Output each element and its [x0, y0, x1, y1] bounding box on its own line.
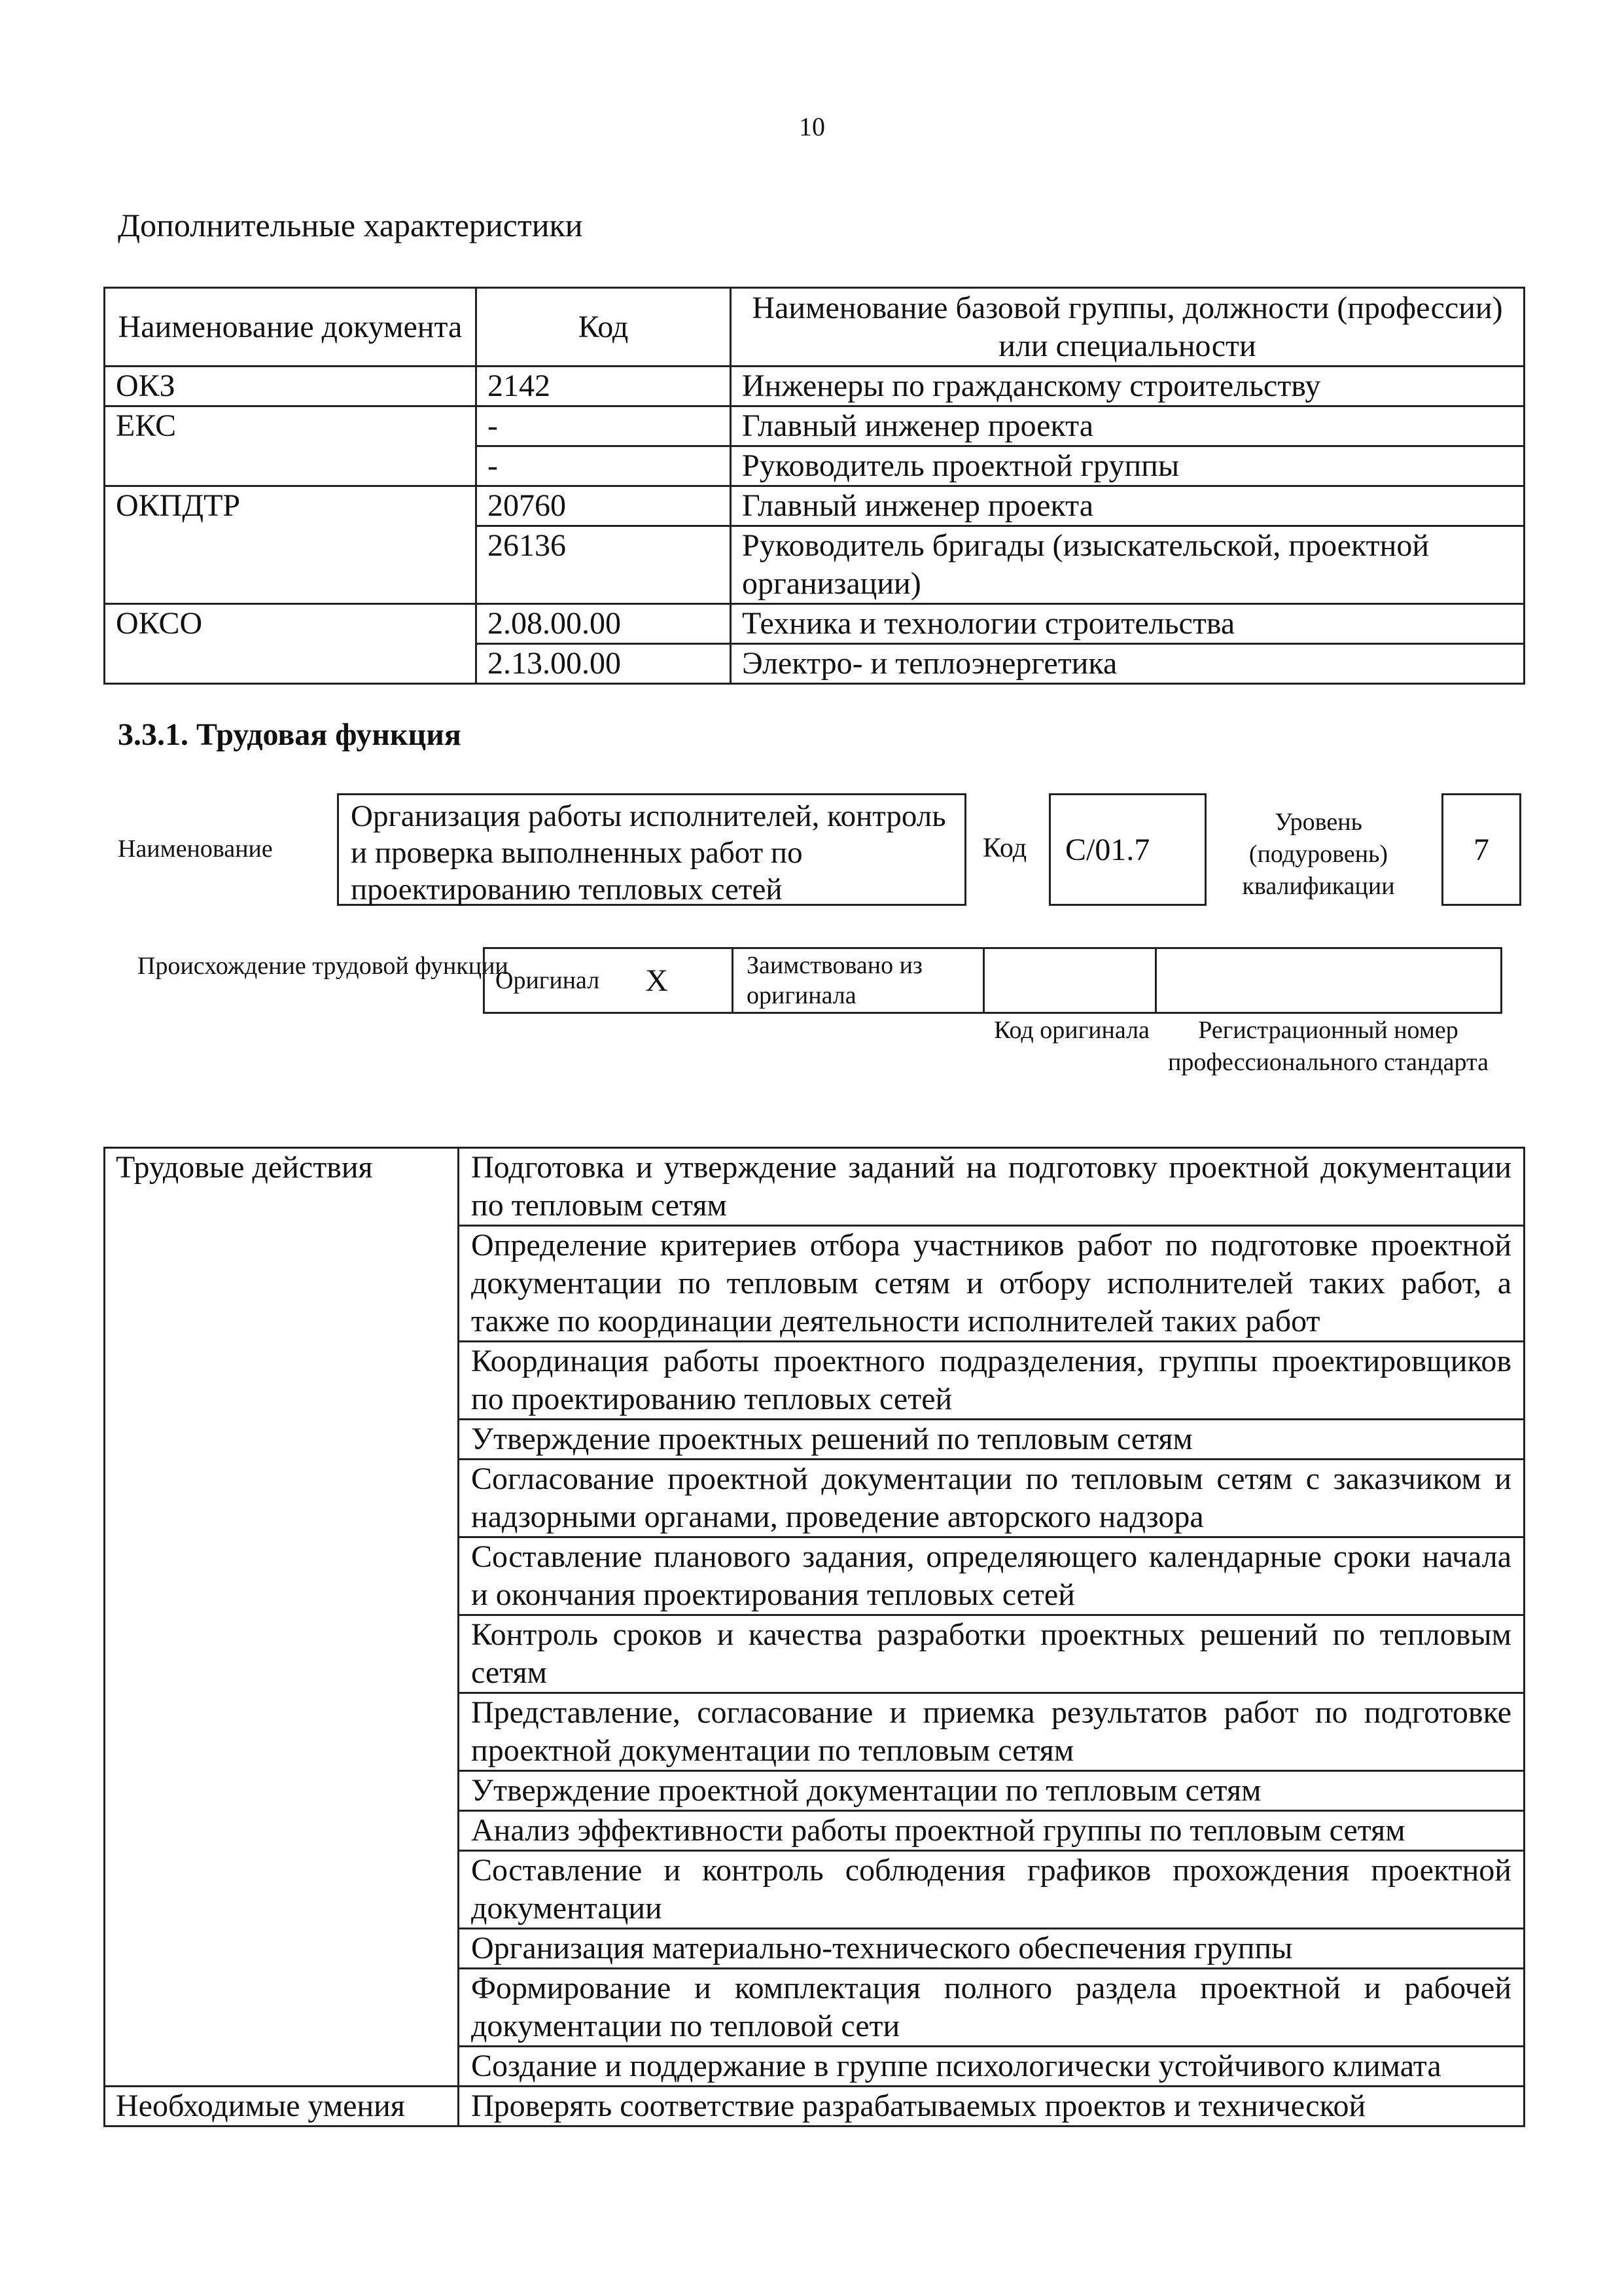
- doc-cell: [105, 526, 476, 604]
- function-name-value: Организация работы исполнителей, контроль и проверка выполненных работ по проектированию тепловых сетей: [337, 793, 966, 906]
- code-cell: -: [476, 446, 731, 486]
- table-row: [105, 486, 1525, 526]
- characteristics-table: [103, 287, 1525, 685]
- doc-cell: ОКСО: [105, 604, 476, 644]
- labor-action-item: Контроль сроков и качества разработки проектных решений по тепловым сетям: [459, 1615, 1525, 1693]
- code-cell: 2.08.00.00: [476, 604, 731, 644]
- labor-action-item: Формирование и комплектация полного раздела проектной и рабочей документации по тепловой сети: [459, 1969, 1525, 2047]
- table-row: [105, 604, 1525, 644]
- skill-item: Проверять соответствие разрабатываемых проектов и технической: [459, 2087, 1525, 2126]
- table-row: [105, 367, 1525, 406]
- header-doc-name: Наименование документа: [105, 288, 476, 367]
- table-row: [105, 2087, 1525, 2126]
- labor-action-item: Составление планового задания, определяющего календарные сроки начала и окончания проектирования тепловых сетей: [459, 1537, 1525, 1615]
- doc-cell: [105, 446, 476, 486]
- doc-cell: ОКПДТР: [105, 486, 476, 526]
- table-row: [105, 1148, 1525, 1226]
- labor-action-item: Согласование проектной документации по тепловым сетям с заказчиком и надзорными органами, проведение авторского надзора: [459, 1460, 1525, 1537]
- doc-cell: [105, 644, 476, 684]
- labor-actions-body: [105, 1148, 1525, 2126]
- origin-label: [137, 950, 508, 982]
- origin-original-cell: [484, 948, 733, 1013]
- name-cell: Техника и технологии строительства: [731, 604, 1525, 644]
- labor-action-item: Подготовка и утверждение заданий на подготовку проектной документации по тепловым сетям: [459, 1148, 1525, 1226]
- origin-borrowed-cell: Заимствовано из оригинала: [733, 948, 984, 1013]
- table-header-row: [105, 288, 1525, 367]
- table-row: [105, 526, 1525, 604]
- function-code-label: Код: [983, 833, 1027, 863]
- header-group-name: Наименование базовой группы, должности (профессии) или специальности: [731, 288, 1525, 367]
- origin-row: [484, 948, 1502, 1013]
- section-title: Дополнительные характеристики: [118, 207, 583, 243]
- name-cell: Главный инженер проекта: [731, 486, 1525, 526]
- qualification-level-label: Уровень (подуровень) квалификации: [1242, 808, 1395, 900]
- labor-action-item: Утверждение проектной документации по тепловым сетям: [459, 1771, 1525, 1811]
- code-cell: 26136: [476, 526, 731, 604]
- labor-action-item: Анализ эффективности работы проектной группы по тепловым сетям: [459, 1811, 1525, 1851]
- labor-actions-table: [103, 1147, 1525, 2127]
- origin-original-label: Оригинал: [495, 967, 600, 994]
- name-cell: Руководитель бригады (изыскательской, проектной организации): [731, 526, 1525, 604]
- labor-action-item: Определение критериев отбора участников работ по подготовке проектной документации по тепловым сетям и отбору исполнителей таких работ, а также по координации деятельности исполнителей таких работ: [459, 1226, 1525, 1342]
- qualification-level-value: 7: [1441, 793, 1521, 906]
- doc-cell: ЕКС: [105, 406, 476, 446]
- name-cell: Руководитель проектной группы: [731, 446, 1525, 486]
- page-number: 10: [799, 112, 825, 141]
- code-cell: 20760: [476, 486, 731, 526]
- function-code-value: C/01.7: [1049, 793, 1207, 906]
- skills-label: Необходимые умения: [105, 2087, 459, 2126]
- original-code-cell: [984, 948, 1156, 1013]
- table-row: [105, 644, 1525, 684]
- labor-action-item: Утверждение проектных решений по тепловым сетям: [459, 1420, 1525, 1460]
- labor-action-item: Составление и контроль соблюдения графиков прохождения проектной документации: [459, 1851, 1525, 1929]
- registration-number-caption: Регистрационный номер профессионального стандарта: [1168, 1016, 1489, 1076]
- header-code: Код: [476, 288, 731, 367]
- table-row: [105, 446, 1525, 486]
- function-name-label: Наименование: [118, 835, 273, 863]
- labor-action-item: Организация материально-технического обеспечения группы: [459, 1929, 1525, 1969]
- code-cell: 2142: [476, 367, 731, 406]
- name-cell: Инженеры по гражданскому строительству: [731, 367, 1525, 406]
- name-cell: Главный инженер проекта: [731, 406, 1525, 446]
- code-original-caption: Код оригинала: [994, 1016, 1150, 1044]
- labor-actions-label: Трудовые действия: [105, 1148, 459, 2087]
- origin-label-text: Происхождение трудовой функции: [137, 952, 508, 980]
- labor-action-item: Создание и поддержание в группе психологически устойчивого климата: [459, 2047, 1525, 2087]
- registration-number-cell: [1156, 948, 1502, 1013]
- code-cell: 2.13.00.00: [476, 644, 731, 684]
- table-row: [105, 406, 1525, 446]
- labor-function-heading: 3.3.1. Трудовая функция: [118, 717, 461, 752]
- labor-action-item: Представление, согласование и приемка результатов работ по подготовке проектной документации по тепловым сетям: [459, 1693, 1525, 1771]
- origin-table: [483, 947, 1502, 1014]
- doc-cell: ОКЗ: [105, 367, 476, 406]
- labor-action-item: Координация работы проектного подразделения, группы проектировщиков по проектированию тепловых сетей: [459, 1342, 1525, 1420]
- origin-mark: X: [645, 963, 668, 998]
- code-cell: -: [476, 406, 731, 446]
- name-cell: Электро- и теплоэнергетика: [731, 644, 1525, 684]
